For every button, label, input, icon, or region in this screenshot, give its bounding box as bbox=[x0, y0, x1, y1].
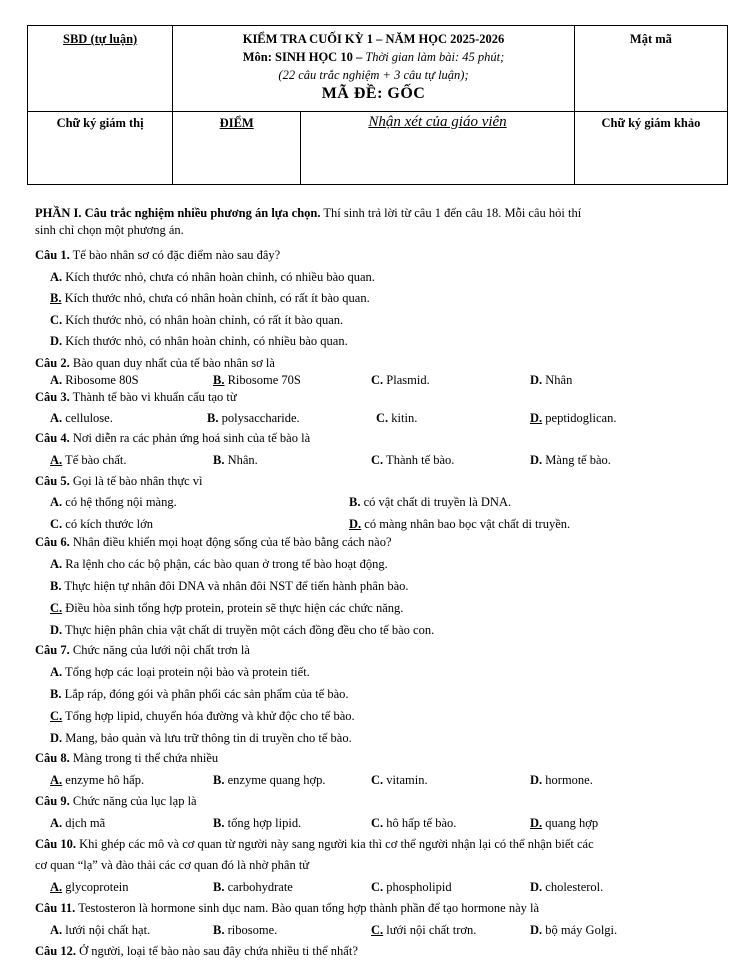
q5-option-c[interactable]: C. có kích thước lớn bbox=[50, 517, 153, 531]
question-11: Câu 11. Testosteron là hormone sinh dục nam. Bào quan tổng hợp thành phần để tạo hormone này là bbox=[35, 901, 540, 915]
question-2: Câu 2. Bào quan duy nhất của tế bào nhân sơ là bbox=[35, 356, 275, 370]
q11-option-b[interactable]: B. ribosome. bbox=[213, 923, 278, 937]
question-8: Câu 8. Màng trong ti thể chứa nhiều bbox=[35, 751, 219, 765]
q11-option-d[interactable]: D. bộ máy Golgi. bbox=[530, 923, 618, 937]
q2-option-d[interactable]: D. Nhân bbox=[530, 373, 573, 387]
q8-option-a[interactable]: A. enzyme hô hấp. bbox=[50, 773, 145, 787]
question-12: Câu 12. Ở người, loại tế bào nào sau đây chứa nhiều ti thể nhất? bbox=[35, 944, 358, 958]
q4-option-a[interactable]: A. Tế bào chất. bbox=[50, 453, 127, 467]
exam-time: Thời gian làm bài: 45 phút; bbox=[365, 50, 505, 64]
q4-option-b[interactable]: B. Nhân. bbox=[213, 453, 258, 467]
q7-option-a[interactable]: A. Tổng hợp các loại protein nội bào và protein tiết. bbox=[50, 665, 310, 679]
q3-option-a[interactable]: A. cellulose. bbox=[50, 411, 113, 425]
teacher-comment-cell bbox=[301, 112, 574, 184]
q10-option-a[interactable]: A. glycoprotein bbox=[50, 880, 129, 894]
q8-option-b[interactable]: B. enzyme quang hợp. bbox=[213, 773, 326, 787]
q6-option-d[interactable]: D. Thực hiện phân chia vật chất di truyền một cách đồng đều cho tế bào con. bbox=[50, 623, 435, 637]
question-7: Câu 7. Chức năng của lưới nội chất trơn là bbox=[35, 643, 250, 657]
sbd-label: SBD (tự luận) bbox=[63, 32, 138, 46]
part1-instruction-2: sinh chỉ chọn một phương án. bbox=[35, 223, 184, 237]
score-cell bbox=[173, 112, 301, 184]
q5-option-b[interactable]: B. có vật chất di truyền là DNA. bbox=[349, 495, 512, 509]
q9-option-b[interactable]: B. tổng hợp lipid. bbox=[213, 816, 302, 830]
q4-option-d[interactable]: D. Màng tế bào. bbox=[530, 453, 611, 467]
question-1: Câu 1. Tế bào nhân sơ có đặc điểm nào sau đây? bbox=[35, 248, 281, 262]
q10-option-c[interactable]: C. phospholipid bbox=[371, 880, 452, 894]
part1-instruction: PHẦN I. Câu trắc nghiệm nhiều phương án lựa chọn. Thí sinh trả lời từ câu 1 đến câu 18. Mỗi câu hỏi thí bbox=[35, 206, 582, 220]
q2-option-c[interactable]: C. Plasmid. bbox=[371, 373, 430, 387]
teacher-comment-label: Nhận xét của giáo viên bbox=[368, 114, 507, 130]
q8-option-d[interactable]: D. hormone. bbox=[530, 773, 593, 787]
proctor-sign-cell bbox=[28, 112, 173, 185]
q1-option-c[interactable]: C. Kích thước nhỏ, có nhân hoàn chỉnh, có rất ít bào quan. bbox=[50, 313, 344, 327]
question-6: Câu 6. Nhân điều khiển mọi hoạt động sống của tế bào bằng cách nào? bbox=[35, 535, 392, 549]
q7-option-d[interactable]: D. Mang, bảo quản và lưu trữ thông tin di truyền cho tế bào. bbox=[50, 731, 352, 745]
q3-option-d[interactable]: D. peptidoglican. bbox=[530, 411, 617, 425]
q4-option-c[interactable]: C. Thành tế bào. bbox=[371, 453, 455, 467]
grader-sign-label: Chữ ký giám khảo bbox=[601, 116, 701, 130]
q3-option-c[interactable]: C. kitin. bbox=[376, 411, 418, 425]
q5-option-a[interactable]: A. có hệ thống nội màng. bbox=[50, 495, 177, 509]
secret-code-cell bbox=[574, 26, 727, 112]
q11-option-a[interactable]: A. lưới nội chất hạt. bbox=[50, 923, 151, 937]
q5-option-d[interactable]: D. có màng nhân bao bọc vật chất di truyền. bbox=[349, 517, 571, 531]
proctor-sign-label: Chữ ký giám thị bbox=[56, 116, 144, 130]
exam-code: MÃ ĐỀ: GỐC bbox=[321, 85, 426, 102]
header-table bbox=[27, 25, 728, 185]
question-3: Câu 3. Thành tế bào vi khuẩn cấu tạo từ bbox=[35, 390, 237, 404]
score-comment-cell bbox=[173, 112, 575, 185]
exam-structure: (22 câu trắc nghiệm + 3 câu tự luận); bbox=[278, 68, 469, 82]
q9-option-a[interactable]: A. dịch mã bbox=[50, 816, 106, 830]
q6-option-b[interactable]: B. Thực hiện tự nhân đôi DNA và nhân đôi NST để tiến hành phân bào. bbox=[50, 579, 409, 593]
q9-option-d[interactable]: D. quang hợp bbox=[530, 816, 599, 830]
grader-sign-cell bbox=[574, 112, 727, 185]
part1-title: PHẦN I. Câu trắc nghiệm nhiều phương án lựa chọn. bbox=[35, 206, 321, 220]
q6-option-c[interactable]: C. Điều hòa sinh tổng hợp protein, protein sẽ thực hiện các chức năng. bbox=[50, 601, 404, 615]
q2-option-a[interactable]: A. Ribosome 80S bbox=[50, 373, 139, 387]
q2-option-b[interactable]: B. Ribosome 70S bbox=[213, 373, 301, 387]
q1-option-b[interactable]: B. Kích thước nhỏ, chưa có nhân hoàn chỉnh, có rất ít bào quan. bbox=[50, 291, 370, 305]
q1-option-d[interactable]: D. Kích thước nhỏ, có nhân hoàn chỉnh, có nhiều bào quan. bbox=[50, 334, 348, 348]
sbd-cell bbox=[28, 26, 173, 112]
q10-option-b[interactable]: B. carbohydrate bbox=[213, 880, 293, 894]
q10-option-d[interactable]: D. cholesterol. bbox=[530, 880, 604, 894]
q7-option-c[interactable]: C. Tổng hợp lipid, chuyển hóa đường và khử độc cho tế bào. bbox=[50, 709, 355, 723]
q6-option-a[interactable]: A. Ra lệnh cho các bộ phận, các bào quan ở trong tế bào hoạt động. bbox=[50, 557, 388, 571]
q9-option-c[interactable]: C. hô hấp tế bào. bbox=[371, 816, 457, 830]
q7-option-b[interactable]: B. Lắp ráp, đóng gói và phân phối các sản phẩm của tế bào. bbox=[50, 687, 349, 701]
question-9: Câu 9. Chức năng của lục lạp là bbox=[35, 794, 197, 808]
exam-title: KIỂM TRA CUỐI KỲ 1 – NĂM HỌC 2025-2026 bbox=[242, 32, 505, 46]
question-4: Câu 4. Nơi diễn ra các phản ứng hoá sinh của tế bào là bbox=[35, 431, 311, 445]
q1-option-a[interactable]: A. Kích thước nhỏ, chưa có nhân hoàn chỉnh, có nhiều bào quan. bbox=[50, 270, 375, 284]
exam-info-cell bbox=[173, 26, 575, 112]
question-10: Câu 10. Khi ghép các mô và cơ quan từ người này sang người kia thì cơ thể người nhận lại có thể nhận biết các bbox=[35, 837, 594, 851]
exam-subject: Môn: SINH HỌC 10 – bbox=[242, 50, 363, 64]
q8-option-c[interactable]: C. vitamin. bbox=[371, 773, 428, 787]
q11-option-c[interactable]: C. lưới nội chất trơn. bbox=[371, 923, 477, 937]
question-10-cont: cơ quan “lạ” và đào thải các cơ quan đó là nhờ phân tử bbox=[35, 858, 310, 872]
score-label: ĐIỂM bbox=[219, 116, 254, 130]
secret-code-label: Mật mã bbox=[629, 32, 672, 46]
question-5: Câu 5. Gọi là tế bào nhân thực vì bbox=[35, 474, 203, 488]
q3-option-b[interactable]: B. polysaccharide. bbox=[207, 411, 300, 425]
